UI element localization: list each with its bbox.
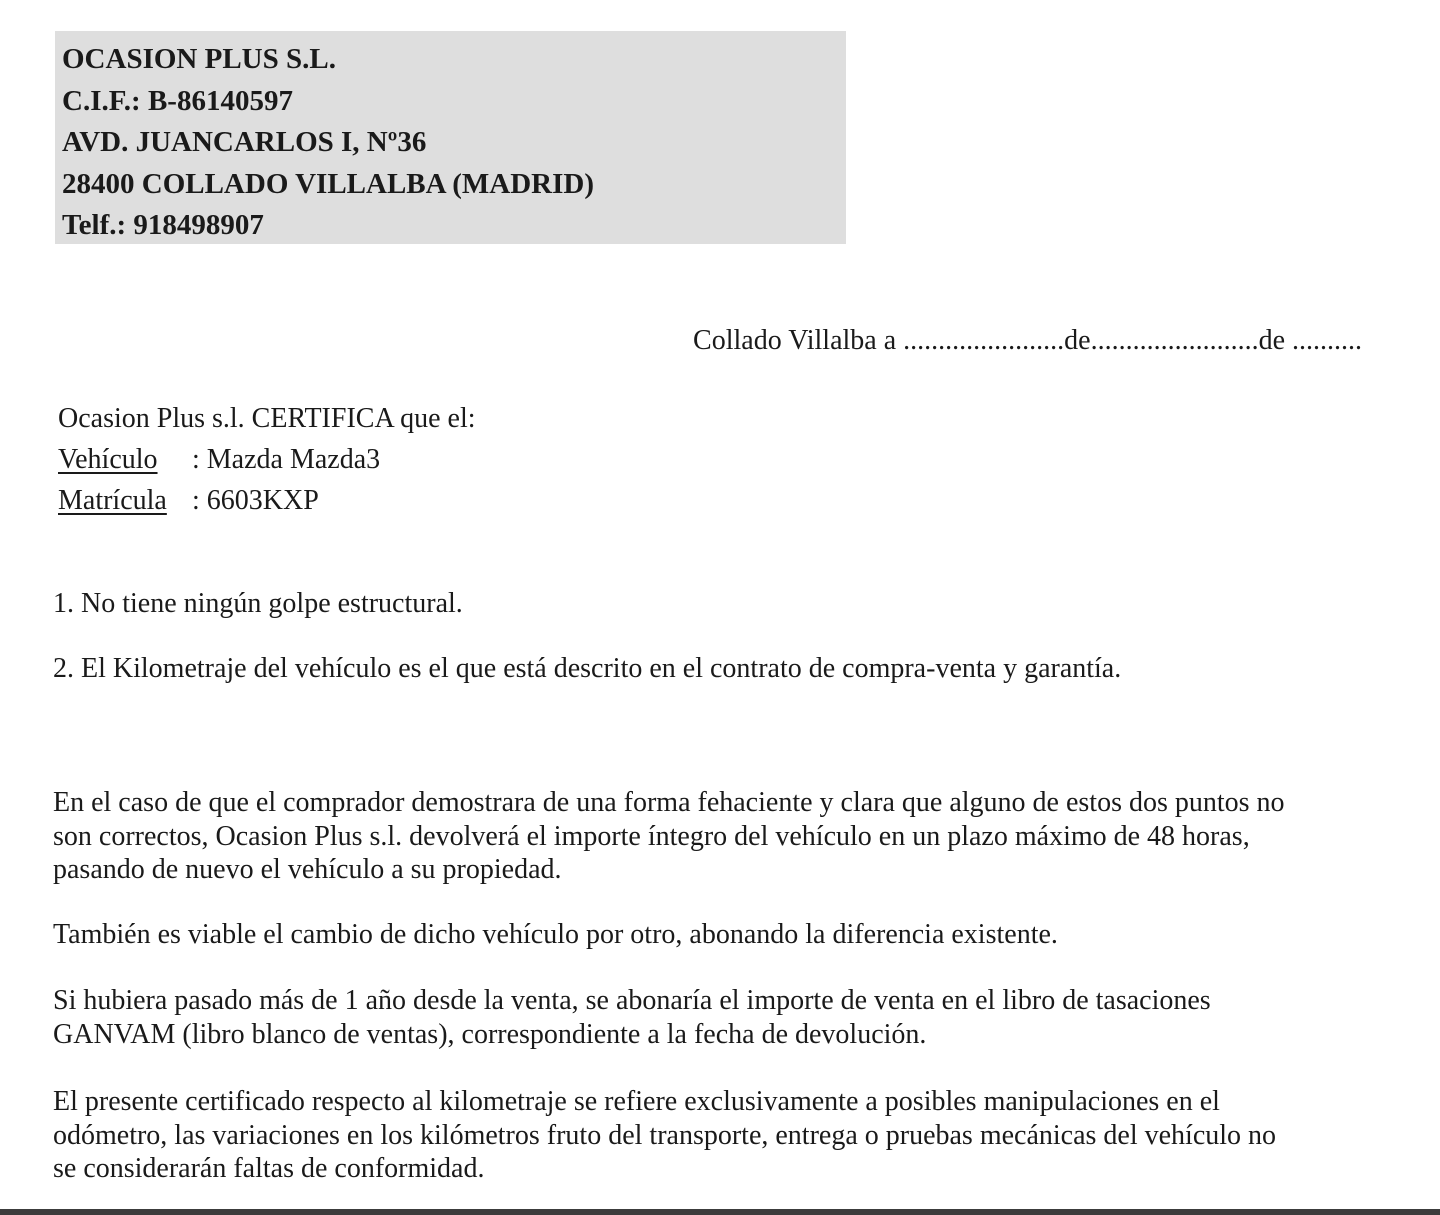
refund-line-2: son correctos, Ocasion Plus s.l. devolverá el importe íntegro del vehículo en un plazo máximo de 48 horas, xyxy=(53,820,1250,852)
mileage-paragraph xyxy=(53,1085,1276,1186)
mileage-line-2: odómetro, las variaciones en los kilómetros fruto del transporte, entrega o pruebas mecánicas del vehículo no xyxy=(53,1119,1277,1151)
page-bottom-border xyxy=(0,1209,1440,1215)
company-phone: Telf.: 918498907 xyxy=(62,209,264,241)
company-name: OCASION PLUS S.L. xyxy=(62,43,336,75)
after-year-paragraph xyxy=(53,984,1211,1051)
plate-row xyxy=(58,480,476,521)
plate-value: : 6603KXP xyxy=(192,485,319,516)
refund-line-1: En el caso de que el comprador demostrara de una forma fehaciente y clara que alguno de estos dos puntos no xyxy=(53,787,1285,818)
company-city: 28400 COLLADO VILLALBA (MADRID) xyxy=(62,167,594,200)
point-1: 1. No tiene ningún golpe estructural. xyxy=(53,588,463,619)
company-cif: C.I.F.: B-86140597 xyxy=(62,84,293,117)
vehicle-row xyxy=(58,439,476,480)
vehicle-label: Vehículo xyxy=(58,444,158,475)
company-address: AVD. JUANCARLOS I, Nº36 xyxy=(62,126,427,158)
after-year-line-2: GANVAM (libro blanco de ventas), correspondiente a la fecha de devolución. xyxy=(53,1018,927,1050)
exchange-line-1: También es viable el cambio de dicho vehículo por otro, abonando la diferencia existente. xyxy=(53,919,1058,950)
exchange-paragraph xyxy=(53,918,1058,952)
date-line: Collado Villalba a .......................de........................de .......... xyxy=(693,325,1362,356)
refund-line-3: pasando de nuevo el vehículo a su propiedad. xyxy=(53,854,562,885)
after-year-line-1: Si hubiera pasado más de 1 año desde la venta, se abonaría el importe de venta en el libro de tasaciones xyxy=(53,985,1211,1016)
company-header xyxy=(55,31,846,244)
mileage-line-1: El presente certificado respecto al kilometraje se refiere exclusivamente a posibles manipulaciones en el xyxy=(53,1086,1220,1117)
plate-label: Matrícula xyxy=(58,485,167,516)
mileage-line-3: se considerarán faltas de conformidad. xyxy=(53,1153,485,1184)
certificate-intro: Ocasion Plus s.l. CERTIFICA que el: xyxy=(58,403,476,434)
certificate-block xyxy=(58,398,476,521)
vehicle-value: : Mazda Mazda3 xyxy=(192,444,381,475)
point-2: 2. El Kilometraje del vehículo es el que está descrito en el contrato de compra-venta y garantía. xyxy=(53,653,1122,684)
refund-paragraph xyxy=(53,786,1285,887)
